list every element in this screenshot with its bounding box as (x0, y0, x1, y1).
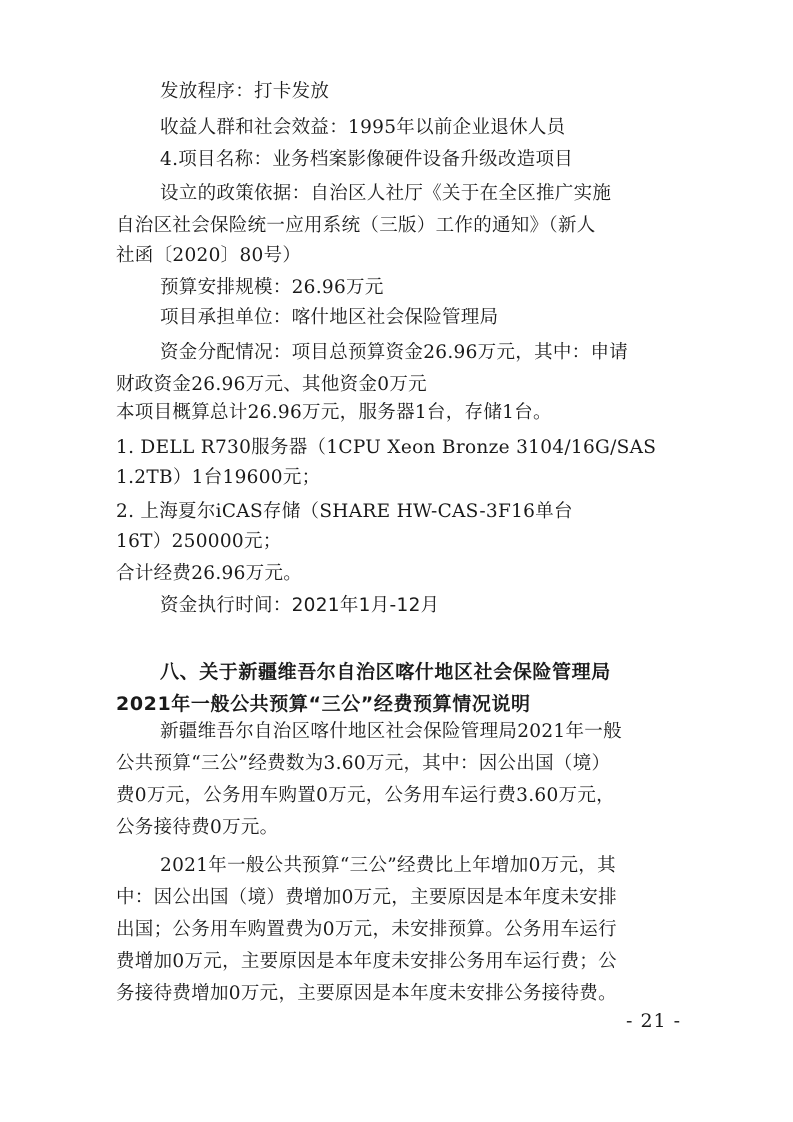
section8-heading-line1: 八、关于新疆维吾尔自治区喀什地区社会保险管理局 (160, 661, 611, 683)
project4-item2-line2: 16T）250000元； (116, 531, 282, 552)
project4-unit: 项目承担单位：喀什地区社会保险管理局 (160, 307, 499, 328)
project4-execution-time: 资金执行时间：2021年1月-12月 (160, 595, 440, 616)
section8-p2-line3: 出国；公务用车购置费为0万元，未安排预算。公务用车运行 (116, 919, 617, 940)
project4-total: 本项目概算总计26.96万元，服务器1台，存储1台。 (116, 402, 552, 423)
issuance-procedure-line: 发放程序：打卡发放 (160, 81, 330, 102)
project4-item2-line1: 2. 上海夏尔iCAS存储（SHARE HW-CAS-3F16单台 (116, 501, 573, 522)
project4-sum: 合计经费26.96万元。 (116, 563, 303, 584)
project4-allocation-line1: 资金分配情况：项目总预算资金26.96万元，其中：申请 (160, 342, 629, 363)
project4-title: 4.项目名称：业务档案影像硬件设备升级改造项目 (160, 149, 574, 170)
project4-budget: 预算安排规模：26.96万元 (160, 277, 384, 298)
project4-item1-line2: 1.2TB）1台19600元； (116, 467, 321, 488)
project4-allocation-line2: 财政资金26.96万元、其他资金0万元 (116, 374, 427, 395)
beneficiaries-line: 收益人群和社会效益：1995年以前企业退休人员 (160, 117, 566, 138)
project4-policy-line2: 自治区社会保险统一应用系统（三版）工作的通知》（新人 (116, 215, 596, 236)
section8-p2-line1: 2021年一般公共预算“三公”经费比上年增加0万元，其 (160, 855, 616, 876)
section8-p1-line3: 费0万元，公务用车购置0万元，公务用车运行费3.60万元， (116, 785, 615, 806)
section8-p1-line4: 公务接待费0万元。 (116, 817, 279, 838)
section8-p2-line4: 费增加0万元，主要原因是本年度未安排公务用车运行费；公 (116, 951, 617, 972)
section8-p2-line2: 中：因公出国（境）费增加0万元，主要原因是本年度未安排 (116, 887, 617, 908)
page-number: - 21 - (626, 1010, 682, 1032)
section8-heading-line2: 2021年一般公共预算“三公”经费预算情况说明 (116, 693, 531, 715)
section8-p1-line1: 新疆维吾尔自治区喀什地区社会保险管理局2021年一般 (160, 721, 622, 742)
project4-item1-line1: 1. DELL R730服务器（1CPU Xeon Bronze 3104/16G/SAS (116, 437, 657, 458)
section8-p1-line2: 公共预算“三公”经费数为3.60万元，其中：因公出国（境） (116, 753, 611, 774)
project4-policy-line3: 社函〔2020〕80号） (116, 245, 302, 266)
project4-policy-line1: 设立的政策依据：自治区人社厅《关于在全区推广实施 (160, 183, 612, 204)
section8-p2-line5: 务接待费增加0万元，主要原因是本年度未安排公务接待费。 (116, 983, 617, 1004)
